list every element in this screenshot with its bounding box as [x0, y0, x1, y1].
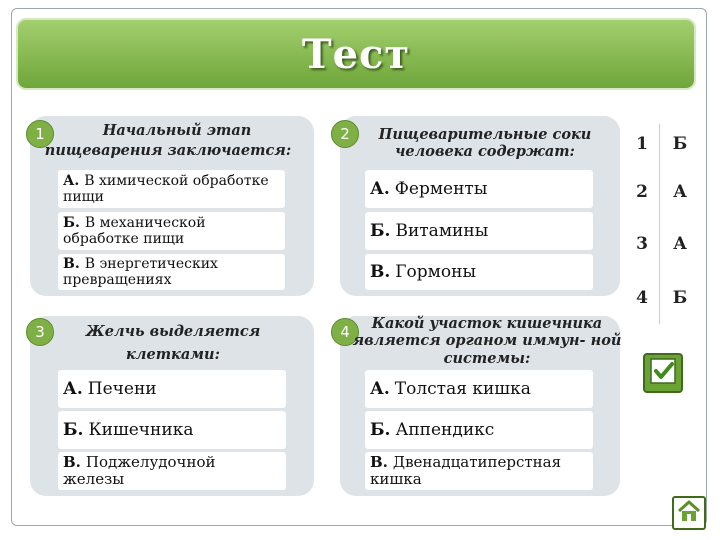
question-4-answer-a[interactable]: [365, 370, 593, 408]
question-3-line1: Желчь выделяется: [85, 323, 261, 340]
answer-letter: В.: [63, 255, 80, 272]
answer-text: Толстая кишка: [394, 379, 531, 399]
check-answers-button[interactable]: [643, 353, 683, 393]
question-1-number: 1: [26, 120, 54, 148]
question-3-line2: клетками:: [126, 346, 220, 364]
answer-letter: Б.: [63, 420, 84, 440]
answer-letter: А.: [63, 379, 83, 399]
question-1-text: [44, 121, 300, 160]
answer-letter: Б.: [63, 214, 80, 231]
question-3-answer-c[interactable]: [58, 452, 286, 490]
answer-key-letter: А: [673, 182, 687, 202]
question-2-number: 2: [331, 120, 359, 148]
question-2-answer-c[interactable]: [365, 254, 593, 290]
answer-key-row: [627, 234, 699, 274]
answer-text: Поджелудочной: [85, 452, 216, 471]
answer-key-number: 1: [636, 134, 648, 154]
answer-key-number: 2: [636, 182, 648, 202]
question-4-answer-c[interactable]: [365, 452, 593, 490]
home-icon: [677, 499, 701, 527]
answer-key-table: [627, 124, 699, 324]
answer-letter: В.: [63, 452, 81, 471]
question-2-text: [365, 127, 605, 160]
answer-letter: Б.: [370, 221, 391, 241]
page-title: Тест: [301, 30, 411, 78]
question-2-answer-a[interactable]: [365, 170, 593, 208]
question-1-answer-b[interactable]: [58, 212, 285, 250]
title-bar: [16, 18, 696, 90]
answer-text: Аппендикс: [395, 420, 495, 440]
answer-text: Ферменты: [394, 179, 488, 199]
answer-letter: А.: [370, 379, 390, 399]
question-4-line1: Какой участок кишечника: [371, 315, 603, 332]
answer-text: Витамины: [395, 221, 489, 241]
answer-key-row: [627, 182, 699, 222]
question-2-answer-b[interactable]: [365, 212, 593, 250]
question-4-number: 4: [331, 318, 359, 346]
question-1-line2: пищеварения заключается:: [44, 141, 292, 159]
answer-key-letter: А: [673, 234, 687, 254]
answer-text: В механической: [84, 214, 206, 231]
answer-letter: В.: [370, 452, 388, 471]
answer-text: Печени: [87, 379, 157, 399]
answer-text-cont: кишка: [370, 470, 422, 488]
answer-text: В энергетических: [84, 255, 218, 272]
home-button[interactable]: [672, 496, 706, 530]
question-3-text: [60, 320, 286, 366]
answer-text: Кишечника: [88, 420, 194, 440]
question-1-line1: Начальный этап: [102, 122, 252, 139]
answer-key-row: [627, 288, 699, 328]
question-3-number: 3: [26, 318, 54, 346]
question-2-line1: Пищеварительные соки: [378, 126, 592, 143]
question-1-answer-c[interactable]: [58, 254, 285, 290]
answer-text: Гормоны: [395, 262, 476, 282]
answer-text-cont: пищи: [63, 189, 105, 205]
answer-text-cont: обработке пищи: [63, 231, 185, 247]
answer-letter: А.: [63, 172, 80, 189]
question-3-answer-b[interactable]: [58, 411, 286, 449]
answer-text: В химической обработке: [84, 172, 269, 189]
answer-text-cont: железы: [63, 470, 125, 488]
answer-key-row: [627, 134, 699, 174]
question-4-line2: является органом иммун- ной: [352, 332, 622, 350]
question-2-line2: человека содержат:: [395, 142, 575, 160]
answer-key-letter: Б: [672, 134, 688, 154]
answer-key-number: 3: [636, 234, 648, 254]
question-1-answer-a[interactable]: [58, 170, 285, 208]
answer-letter: Б.: [370, 420, 391, 440]
answer-key-number: 4: [636, 288, 648, 308]
answer-letter: А.: [370, 179, 390, 199]
checkmark-icon: [648, 356, 678, 390]
question-4-text: [352, 315, 622, 367]
answer-key-letter: Б: [672, 288, 688, 308]
question-4-line3: системы:: [443, 349, 531, 367]
answer-letter: В.: [370, 262, 391, 282]
answer-text: Двенадцатиперстная: [392, 452, 562, 471]
question-3-answer-a[interactable]: [58, 370, 286, 408]
question-4-answer-b[interactable]: [365, 411, 593, 449]
answer-text-cont: превращениях: [63, 272, 172, 288]
